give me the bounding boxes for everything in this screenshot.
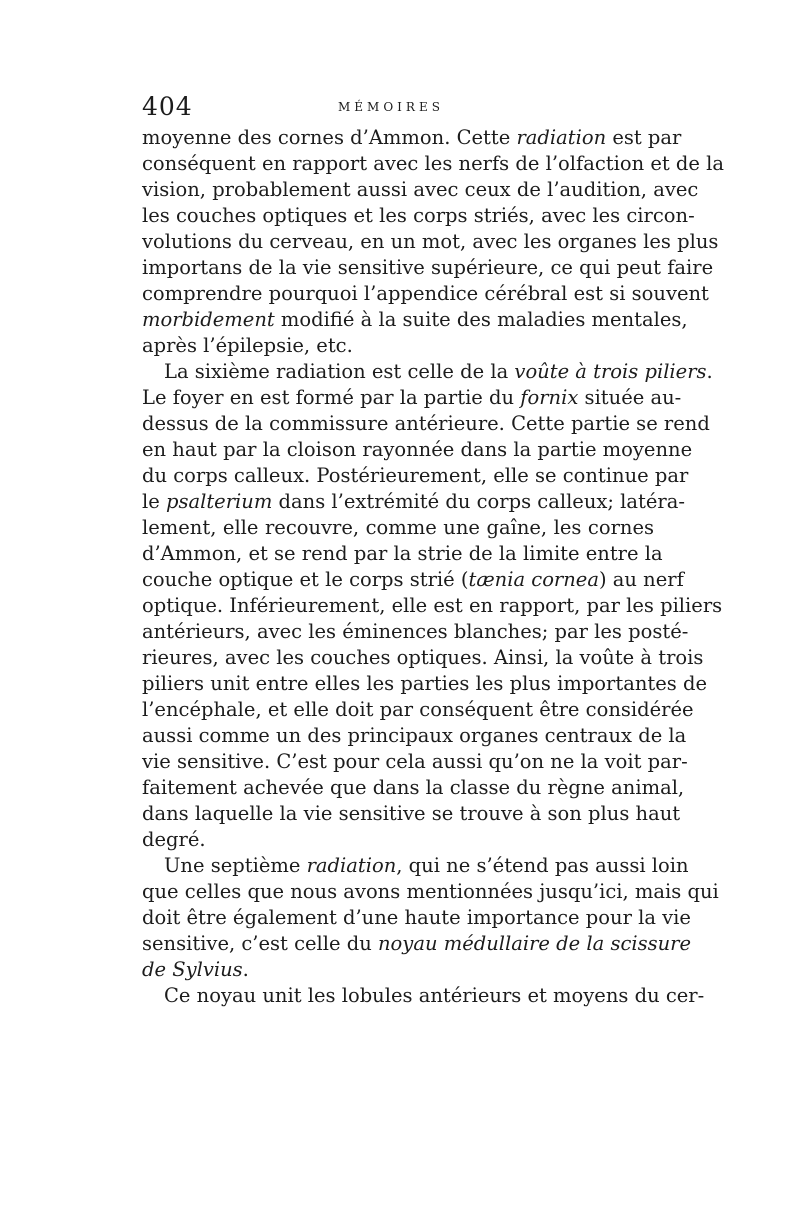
- text-line: La sixième radiation est celle de la voûte à trois piliers.: [164, 360, 713, 383]
- text-line: que celles que nous avons mentionnées jusqu’ici, mais qui: [142, 880, 719, 903]
- text-line: dessus de la commissure antérieure. Cette partie se rend: [142, 412, 710, 435]
- text-line: rieures, avec les couches optiques. Ainsi, la voûte à trois: [142, 646, 704, 669]
- text-line: de Sylvius.: [142, 958, 249, 981]
- text-line: lement, elle recouvre, comme une gaîne, les cornes: [142, 516, 654, 539]
- text-line: Ce noyau unit les lobules antérieurs et moyens du cer-: [164, 984, 705, 1007]
- text-line: en haut par la cloison rayonnée dans la partie moyenne: [142, 438, 693, 461]
- text-line: antérieurs, avec les éminences blanches; par les posté-: [142, 620, 689, 643]
- text-line: vision, probablement aussi avec ceux de l’audition, avec: [142, 178, 699, 201]
- text-line: du corps calleux. Postérieurement, elle se continue par: [142, 464, 689, 487]
- text-line: comprendre pourquoi l’appendice cérébral est si souvent: [142, 282, 709, 305]
- text-line: couche optique et le corps strié (tænia cornea) au nerf: [142, 568, 684, 591]
- text-line: le psalterium dans l’extrémité du corps calleux; latéra-: [142, 490, 685, 513]
- text-line: optique. Inférieurement, elle est en rapport, par les piliers: [142, 594, 723, 617]
- text-line: aussi comme un des principaux organes centraux de la: [142, 724, 687, 747]
- text-line: morbidement modifié à la suite des maladies mentales,: [142, 308, 688, 331]
- text-line: moyenne des cornes d’Ammon. Cette radiation est par: [142, 126, 682, 149]
- text-line: volutions du cerveau, en un mot, avec les organes les plus: [142, 230, 719, 253]
- text-line: dans laquelle la vie sensitive se trouve à son plus haut: [142, 802, 681, 825]
- text-line: faitement achevée que dans la classe du règne animal,: [142, 776, 685, 799]
- text-line: Le foyer en est formé par la partie du fornix située au-: [142, 386, 682, 409]
- text-line: piliers unit entre elles les parties les plus importantes de: [142, 672, 707, 695]
- text-line: sensitive, c’est celle du noyau médullaire de la scissure: [142, 932, 692, 955]
- text-line: degré.: [142, 828, 206, 851]
- page-number: 404: [142, 92, 193, 121]
- running-title: MÉMOIRES: [338, 100, 444, 114]
- text-line: les couches optiques et les corps striés, avec les circon-: [142, 204, 695, 227]
- text-line: vie sensitive. C’est pour cela aussi qu’on ne la voit par-: [142, 750, 688, 773]
- text-line: doit être également d’une haute importance pour la vie: [142, 906, 691, 929]
- text-line: Une septième radiation, qui ne s’étend pas aussi loin: [164, 854, 689, 877]
- text-line: importans de la vie sensitive supérieure, ce qui peut faire: [142, 256, 714, 279]
- text-line: conséquent en rapport avec les nerfs de l’olfaction et de la: [142, 152, 725, 175]
- text-line: l’encéphale, et elle doit par conséquent être considérée: [142, 698, 694, 721]
- text-line: après l’épilepsie, etc.: [142, 334, 353, 357]
- page-header: [142, 92, 654, 128]
- text-line: d’Ammon, et se rend par la strie de la limite entre la: [142, 542, 663, 565]
